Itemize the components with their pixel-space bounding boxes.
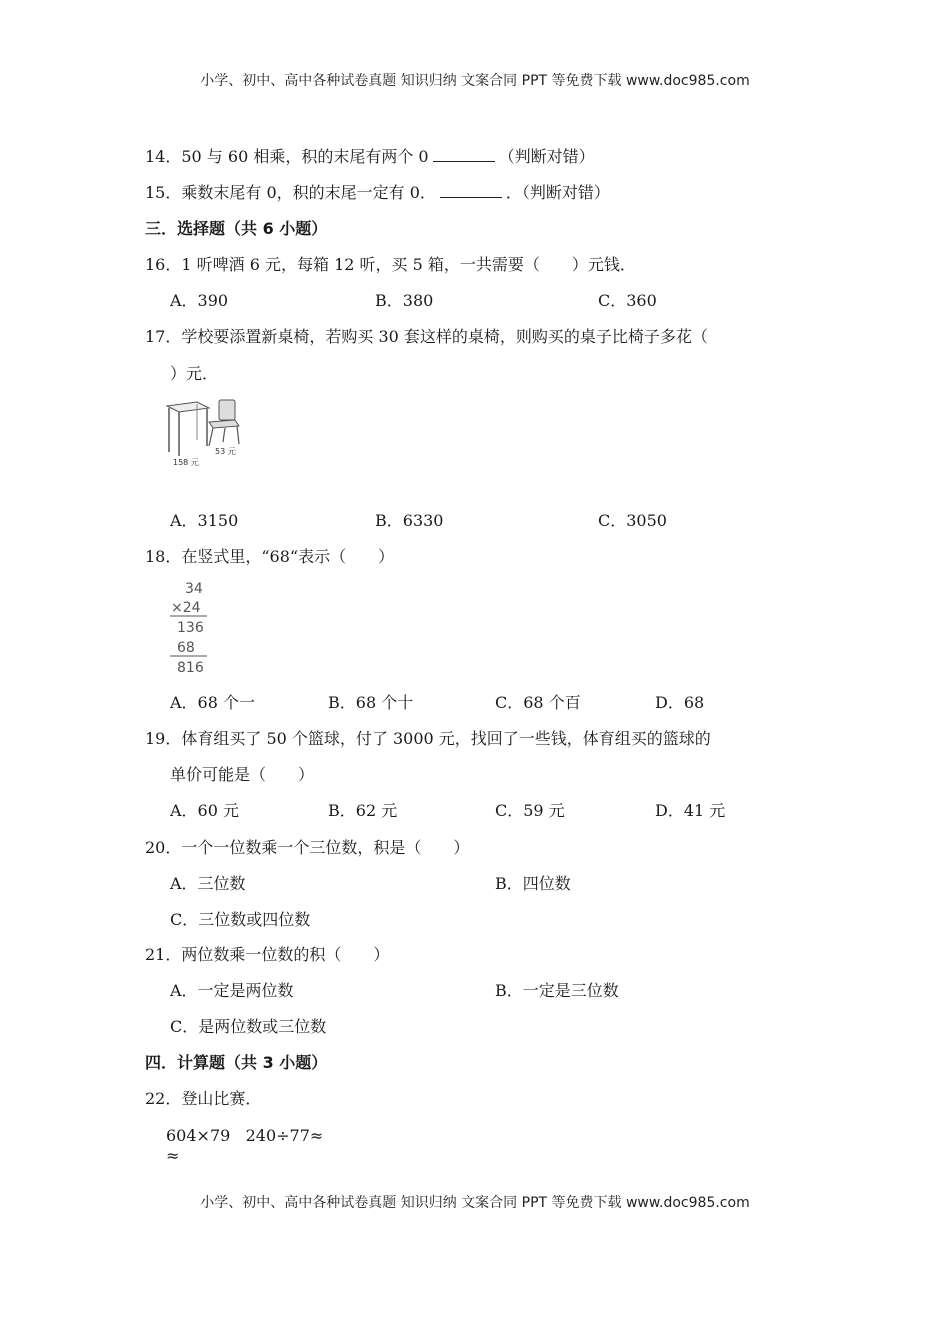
q18-option-d[interactable]: D．68 [655, 693, 705, 712]
q22-expressions [166, 1125, 323, 1147]
q22-expr-2: 240÷77≈ [245, 1126, 324, 1145]
q18-option-b[interactable]: B．68 个十 [328, 693, 414, 712]
question-19-line1: 19．体育组买了 50 个篮球，付了 3000 元，找回了一些钱，体育组买的篮球的 [145, 729, 711, 748]
question-18-text: 18．在竖式里，“68“表示（ ） [145, 547, 395, 566]
q22-expr-1: 604×79 [166, 1126, 231, 1145]
desk-price-label: 158 元 [173, 458, 199, 467]
question-17-line2: ）元． [170, 364, 219, 383]
question-16-text: 16．1 听啤酒 6 元，每箱 12 听，买 5 箱，一共需要（ ）元钱． [145, 255, 636, 274]
question-22-text: 22．登山比赛． [145, 1089, 262, 1108]
question-15-text: 15．乘数末尾有 0，积的末尾一定有 0． [145, 183, 436, 202]
q20-option-b[interactable]: B．四位数 [495, 874, 571, 893]
chair-price-label: 53 元 [215, 447, 236, 456]
desk-chair-figure [165, 398, 245, 470]
question-14 [145, 146, 595, 168]
answer-blank-14[interactable] [433, 147, 495, 162]
section-4-title: 四．计算题（共 3 小题） [145, 1053, 328, 1072]
calc-row-1: 34 [185, 581, 203, 597]
calc-row-4: 68 [177, 640, 195, 656]
question-19-line2: 单价可能是（ ） [170, 765, 315, 784]
q17-option-a[interactable]: A．3150 [170, 511, 239, 530]
q18-option-a[interactable]: A．68 个一 [170, 693, 256, 712]
question-15 [145, 182, 610, 204]
q19-option-d[interactable]: D．41 元 [655, 801, 726, 820]
q16-option-b[interactable]: B．380 [375, 291, 434, 310]
q17-option-c[interactable]: C．3050 [598, 511, 667, 530]
calc-row-3: 136 [177, 620, 204, 636]
answer-blank-15[interactable] [440, 183, 502, 198]
q21-option-b[interactable]: B．一定是三位数 [495, 981, 619, 1000]
question-17-line1: 17．学校要添置新桌椅，若购买 30 套这样的桌椅，则购买的桌子比椅子多花（ [145, 327, 708, 346]
q16-option-a[interactable]: A．390 [170, 291, 229, 310]
page-footer: 小学、初中、高中各种试卷真题 知识归纳 文案合同 PPT 等免费下载 www.doc985.com [200, 1195, 750, 1211]
q22-approx: ≈ [166, 1146, 180, 1165]
q21-option-a[interactable]: A．一定是两位数 [170, 981, 294, 1000]
q19-option-c[interactable]: C．59 元 [495, 801, 565, 820]
q20-option-c[interactable]: C．三位数或四位数 [170, 910, 311, 929]
q20-option-a[interactable]: A．三位数 [170, 874, 246, 893]
question-21-text: 21．两位数乘一位数的积（ ） [145, 945, 390, 964]
q19-option-a[interactable]: A．60 元 [170, 801, 240, 820]
vertical-multiplication-figure [165, 578, 225, 678]
section-3-title: 三．选择题（共 6 小题） [145, 219, 328, 238]
question-20-text: 20．一个一位数乘一个三位数，积是（ ） [145, 838, 470, 857]
q21-option-c[interactable]: C．是两位数或三位数 [170, 1017, 327, 1036]
q19-option-b[interactable]: B．62 元 [328, 801, 398, 820]
q18-option-c[interactable]: C．68 个百 [495, 693, 581, 712]
calc-row-5: 816 [177, 660, 204, 676]
q17-option-b[interactable]: B．6330 [375, 511, 444, 530]
question-14-suffix: （判断对错） [498, 147, 595, 166]
page-header: 小学、初中、高中各种试卷真题 知识归纳 文案合同 PPT 等免费下载 www.doc985.com [200, 73, 750, 89]
question-15-suffix: ．（判断对错） [505, 183, 610, 202]
q16-option-c[interactable]: C．360 [598, 291, 657, 310]
calc-row-2: ×24 [171, 600, 201, 616]
question-14-text: 14．50 与 60 相乘，积的末尾有两个 0 [145, 147, 429, 166]
